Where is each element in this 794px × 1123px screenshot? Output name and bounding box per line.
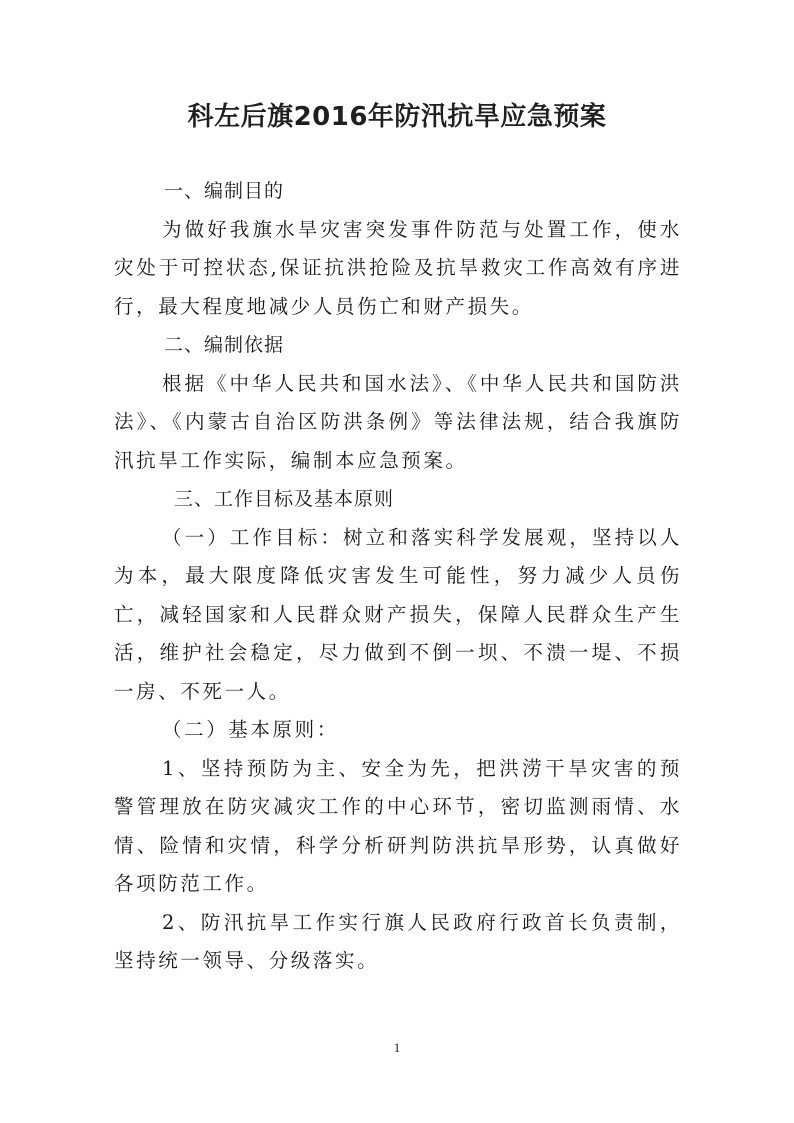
section-heading-basis: 二、编制依据: [164, 334, 285, 356]
paragraph-work-goal: （一）工作目标：树立和落实科学发展观，坚持以人为本，最大限度降低灾害发生可能性，努力减少人员伤亡，减轻国家和人民群众财产损失，保障人民群众生产生活，维护社会稳定，尽力做到不倒一坝、不溃一堤、不损一房、不死一人。: [114, 525, 682, 703]
paragraph-principle-1: 1、坚持预防为主、安全为先，把洪涝干旱灾害的预警管理放在防灾减灾工作的中心环节，密切监测雨情、水情、险情和灾情，科学分析研判防洪抗旱形势，认真做好各项防范工作。: [114, 756, 682, 895]
paragraph-purpose: 为做好我旗水旱灾害突发事件防范与处置工作，使水灾处于可控状态,保证抗洪抢险及抗旱救灾工作高效有序进行，最大程度地减少人员伤亡和财产损失。: [114, 217, 682, 318]
paragraph-basis: 根据《中华人民共和国水法》、《中华人民共和国防洪法》、《内蒙古自治区防洪条例》等法律法规，结合我旗防汛抗旱工作实际，编制本应急预案。: [114, 371, 682, 472]
page-number: 1: [393, 1040, 401, 1055]
document-body: [114, 172, 682, 981]
paragraph-basic-principles-label: （二）基本原则：: [162, 718, 339, 741]
section-heading-goals-principles: 三、工作目标及基本原则: [174, 488, 395, 510]
section-heading-purpose: 一、编制目的: [164, 180, 285, 202]
document-title: 科左后旗2016年防汛抗旱应急预案: [187, 102, 607, 132]
paragraph-principle-2: 2、防汛抗旱工作实行旗人民政府行政首长负责制，坚持统一领导、分级落实。: [114, 910, 682, 972]
